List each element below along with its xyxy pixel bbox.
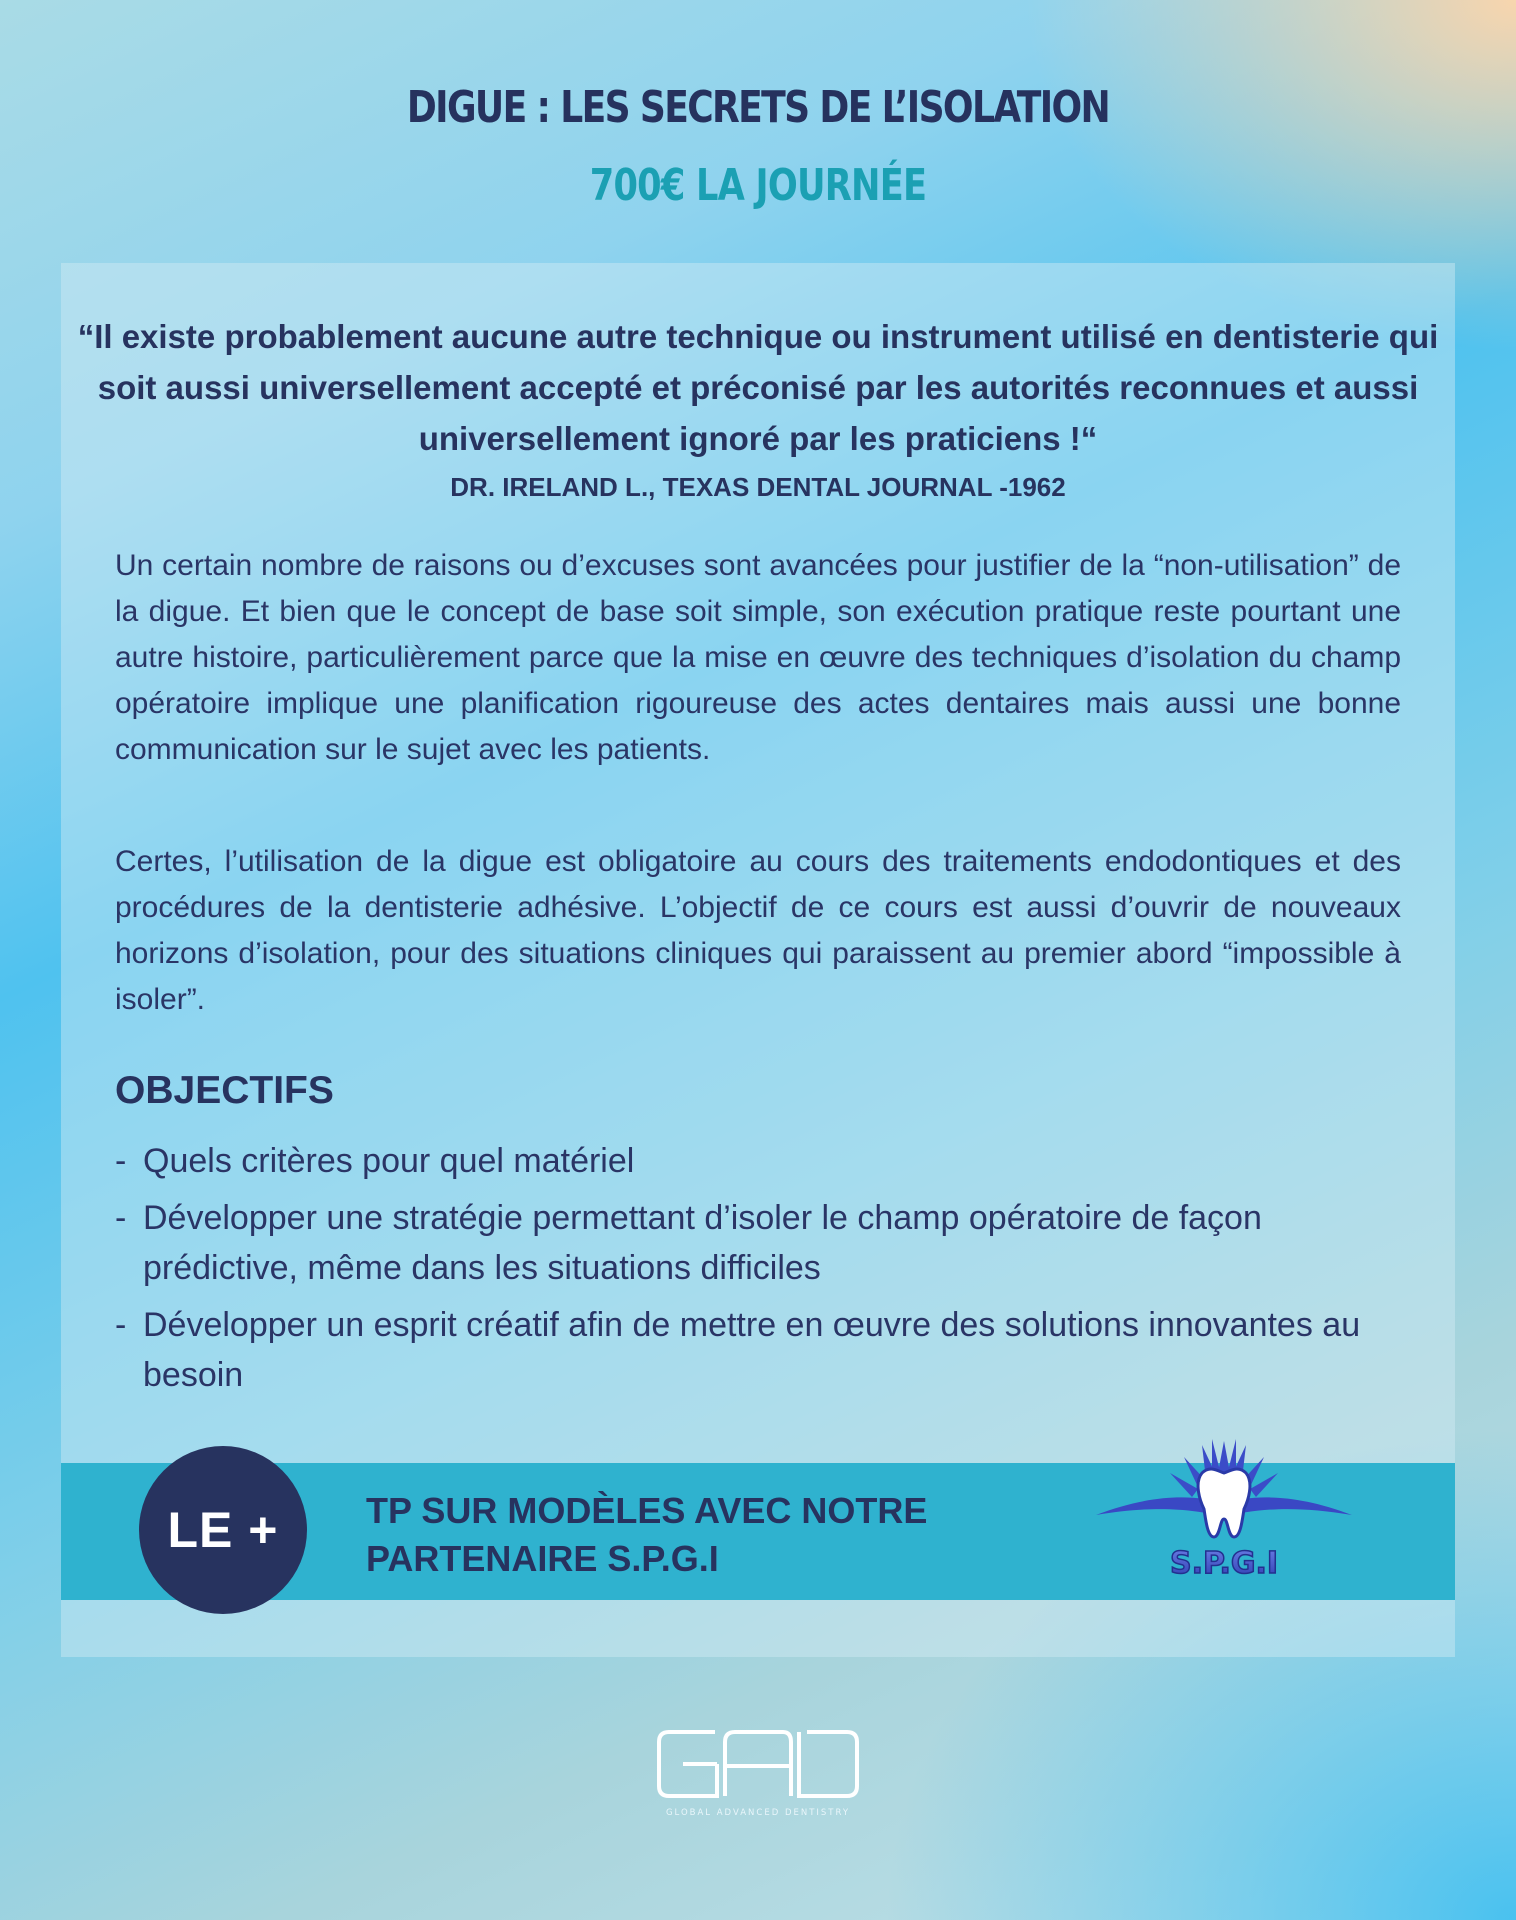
list-item <box>115 1136 1401 1186</box>
tooth-icon <box>1198 1469 1250 1537</box>
dash-bullet: - <box>115 1306 127 1344</box>
spgi-logo-text: S.P.G.I <box>1169 1546 1279 1581</box>
paragraph-2: Certes, l’utilisation de la digue est obligatoire au cours des traitements endodontiques et des procédures de la dentisterie adhésive. L’objectif de ce cours est aussi d’ouvrir de nouveaux horizons d’isolation, pour des situations cliniques qui paraissent au premier abord “impossible à isoler”. <box>115 845 1401 1016</box>
price-subtitle: 700€ LA JOURNÉE <box>589 160 927 211</box>
plus-band-line-2: PARTENAIRE S.P.G.I <box>366 1538 719 1579</box>
objective-text: Développer une stratégie permettant d’isoler le champ opératoire de façon prédictive, même dans les situations difficiles <box>143 1199 1262 1287</box>
spgi-logo <box>1094 1433 1354 1583</box>
page-title: DIGUE : LES SECRETS DE L’ISOLATION <box>406 82 1110 133</box>
paragraph-1: Un certain nombre de raisons ou d’excuses sont avancées pour justifier de la “non-utilisation” de la digue. Et bien que le concept de base soit simple, son exécution pratique reste pourtant une autre histoire, particulièrement parce que la mise en œuvre des techniques d’isolation du champ opératoire implique une planification rigoureuse des actes dentaires mais aussi une bonne communication sur le sujet avec les patients. <box>115 549 1401 766</box>
objective-text: Quels critères pour quel matériel <box>143 1142 635 1180</box>
list-item <box>115 1300 1401 1400</box>
objective-text: Développer un esprit créatif afin de mettre en œuvre des solutions innovantes au besoin <box>143 1306 1361 1394</box>
gad-tagline: GLOBAL ADVANCED DENTISTRY <box>665 1808 851 1818</box>
plus-band-text <box>366 1487 1066 1583</box>
quote-text: “Il existe probablement aucune autre technique ou instrument utilisé en dentisterie qui soit aussi universellement accepté et préconisé par les autorités reconnues et aussi universellement ignoré par les praticiens !“ <box>77 318 1439 457</box>
list-item <box>115 1193 1401 1293</box>
dash-bullet: - <box>115 1142 127 1180</box>
objectives-list <box>115 1136 1401 1407</box>
plus-band <box>61 1463 1455 1600</box>
objectives-title: OBJECTIFS <box>115 1069 334 1112</box>
plus-band-line-1: TP SUR MODÈLES AVEC NOTRE <box>366 1490 928 1531</box>
dash-bullet: - <box>115 1199 127 1237</box>
gad-logo <box>655 1728 861 1818</box>
gad-letters-icon <box>659 1732 857 1796</box>
le-plus-badge: LE + <box>139 1446 307 1614</box>
quote-author: DR. IRELAND L., TEXAS DENTAL JOURNAL -1962 <box>450 472 1066 502</box>
content-panel <box>61 263 1455 1657</box>
